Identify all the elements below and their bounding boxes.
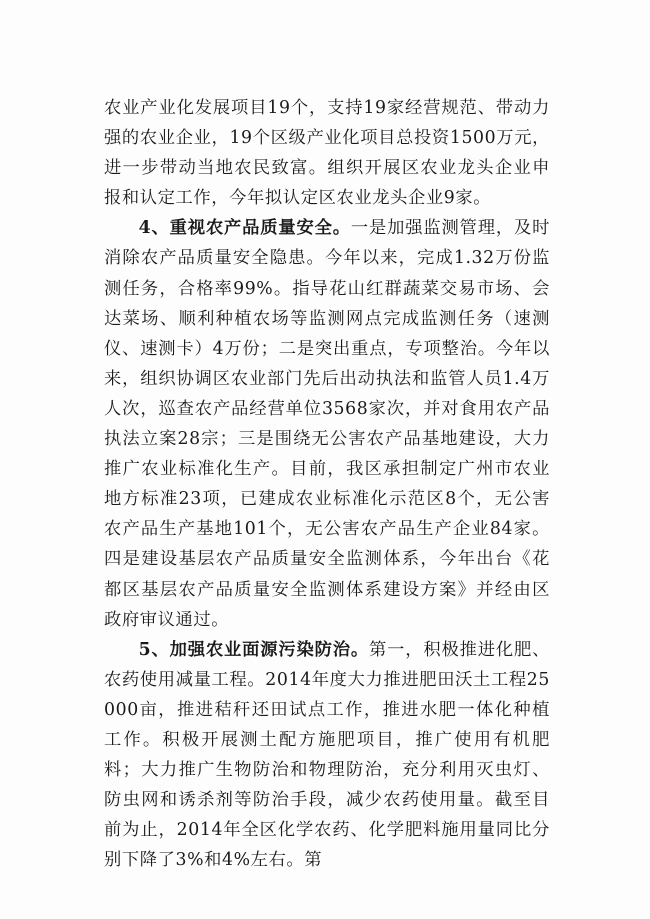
paragraph-continuation xyxy=(104,93,550,213)
section-heading-5: 5、加强农业面源污染防治。 xyxy=(138,639,369,660)
paragraph-text: 农业产业化发展项目19个，支持19家经营规范、带动力强的农业企业，19个区级产业化项目总投资1500万元，进一步带动当地农民致富。组织开展区农业龙头企业申报和认定工作，今年拟认定区农业龙头企业9家。 xyxy=(104,98,550,209)
section-heading-4: 4、重视农产品质量安全。 xyxy=(138,218,351,239)
paragraph-pollution-control xyxy=(104,635,550,876)
paragraph-quality-safety xyxy=(104,213,550,634)
paragraph-text: 第一，积极推进化肥、农药使用减量工程。2014年度大力推进肥田沃土工程25000亩，推进秸秆还田试点工作，推进水肥一体化种植工作。积极开展测土配方施肥项目，推广使用有机肥料；大力推广生物防治和物理防治，充分利用灭虫灯、防虫网和诱杀剂等防治手段，减少农药使用量。截至目前为止，2014年全区化学农药、化学肥料施用量同比分别下降了3%和4%左右。第 xyxy=(104,639,550,871)
document-body xyxy=(104,93,550,875)
paragraph-text: 一是加强监测管理，及时消除农产品质量安全隐患。今年以来，完成1.32万份监测任务，合格率99%。指导花山红群蔬菜交易市场、会达菜场、顺利种植农场等监测网点完成监测任务（速测仪、速测卡）4万份；二是突出重点，专项整治。今年以来，组织协调区农业部门先后出动执法和监管人员1.4万人次，巡查农产品经营单位3568家次，并对食用农产品执法立案28宗；三是围绕无公害农产品基地建设，大力推广农业标准化生产。目前，我区承担制定广州市农业地方标准23项，已建成农业标准化示范区8个，无公害农产品生产基地101个，无公害农产品生产企业84家。四是建设基层农产品质量安全监测体系，今年出台《花都区基层农产品质量安全监测体系建设方案》并经由区政府审议通过。 xyxy=(104,218,550,630)
